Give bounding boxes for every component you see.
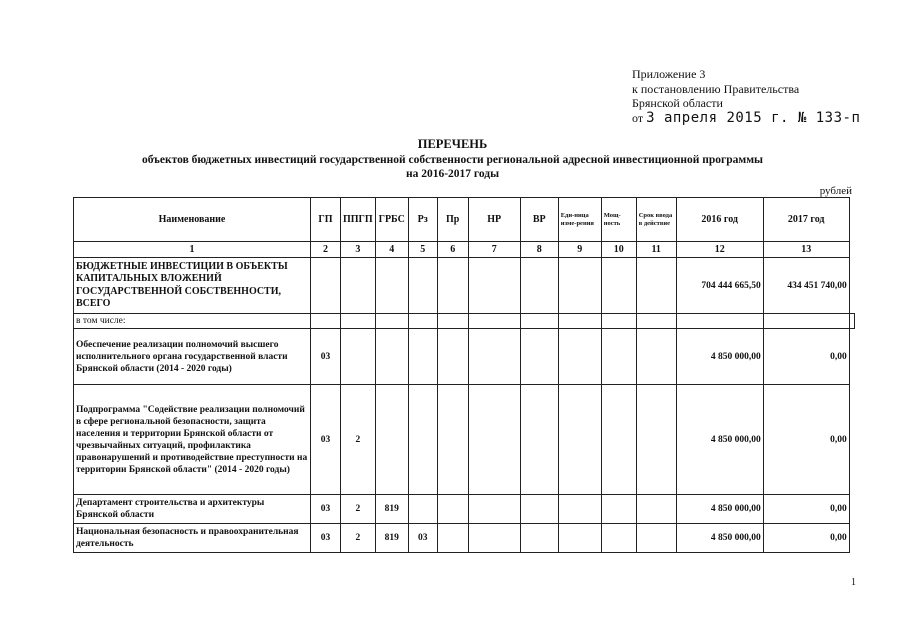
appendix-date-stamp: 3 апреля 2015 г. № 133-п: [646, 109, 861, 126]
table-row: [74, 524, 855, 553]
empty-cell: [636, 495, 676, 524]
empty-cell: [636, 258, 676, 314]
investment-table: [73, 197, 855, 553]
header-row: [74, 198, 855, 242]
empty-cell: [437, 385, 468, 495]
row-grbs: [375, 258, 408, 314]
row-2016: 4 850 000,00: [676, 495, 763, 524]
col-num: 13: [763, 242, 849, 258]
appendix-block: [632, 67, 860, 125]
empty-cell: [636, 329, 676, 385]
empty-cell: [468, 258, 520, 314]
header-nr: НР: [468, 198, 520, 242]
empty-cell: [601, 385, 636, 495]
row-grbs: [375, 329, 408, 385]
subtitle-line-1: объектов бюджетных инвестиций государственной собственности региональной адресной инвестиционной программы: [141, 154, 764, 166]
row-rz: [408, 385, 437, 495]
empty-cell: [558, 314, 601, 329]
header-2016: 2016 год: [676, 198, 763, 242]
header-grbs: ГРБС: [375, 198, 408, 242]
header-rz: Рз: [408, 198, 437, 242]
row-rz: [408, 258, 437, 314]
row-name: БЮДЖЕТНЫЕ ИНВЕСТИЦИИ В ОБЪЕКТЫ КАПИТАЛЬНЫХ ВЛОЖЕНИЙ ГОСУДАРСТВЕННОЙ СОБСТВЕННОСТИ, ВСЕГО: [74, 258, 311, 314]
row-2016: 4 850 000,00: [676, 329, 763, 385]
header-ppgp: ППГП: [341, 198, 376, 242]
currency-unit: рублей: [819, 185, 852, 197]
empty-cell: [468, 524, 520, 553]
empty-cell: [601, 524, 636, 553]
document-subtitle: [0, 153, 905, 181]
row-name: Национальная безопасность и правоохранительная деятельность: [74, 524, 311, 553]
empty-cell: [408, 314, 437, 329]
empty-cell: [558, 524, 601, 553]
subtitle-line-2: на 2016-2017 годы: [405, 168, 500, 180]
row-2017: 0,00: [763, 385, 849, 495]
empty-cell: [763, 314, 849, 329]
empty-cell: [520, 258, 558, 314]
header-gp: ГП: [311, 198, 341, 242]
empty-cell: [437, 329, 468, 385]
row-2016: 4 850 000,00: [676, 385, 763, 495]
appendix-line-3: Брянской области: [632, 96, 723, 110]
empty-cell: [520, 314, 558, 329]
col-num: 10: [601, 242, 636, 258]
row-grbs: 819: [375, 495, 408, 524]
row-2017: 0,00: [763, 495, 849, 524]
page-number: 1: [851, 577, 856, 588]
row-rz: [408, 495, 437, 524]
col-num: 4: [375, 242, 408, 258]
col-num: 2: [311, 242, 341, 258]
empty-cell: [520, 385, 558, 495]
document-title: ПЕРЕЧЕНЬ: [417, 137, 488, 151]
empty-cell: [601, 495, 636, 524]
empty-cell: [849, 314, 854, 329]
row-ppgp: 2: [341, 524, 376, 553]
header-unit-measure: Еди-ница изме-рения: [558, 198, 601, 242]
col-num: 6: [437, 242, 468, 258]
empty-cell: [558, 385, 601, 495]
row-ppgp: [341, 329, 376, 385]
table-row: [74, 329, 855, 385]
row-name: в том числе:: [74, 314, 311, 329]
empty-cell: [520, 524, 558, 553]
appendix-line-1: Приложение 3: [632, 67, 706, 81]
row-gp: 03: [311, 385, 341, 495]
empty-cell: [311, 314, 341, 329]
empty-cell: [520, 495, 558, 524]
empty-cell: [468, 495, 520, 524]
col-num: 5: [408, 242, 437, 258]
appendix-line-2: к постановлению Правительства: [632, 81, 800, 96]
header-name: Наименование: [74, 198, 311, 242]
col-num: 3: [341, 242, 376, 258]
column-number-row: [74, 242, 855, 258]
row-name: Обеспечение реализации полномочий высшего исполнительного органа государственной власти Брянской области (2014 - 2020 годы): [74, 329, 311, 385]
col-num: 12: [676, 242, 763, 258]
empty-cell: [676, 314, 763, 329]
row-ppgp: 2: [341, 385, 376, 495]
empty-cell: [437, 495, 468, 524]
empty-cell: [558, 258, 601, 314]
empty-cell: [601, 258, 636, 314]
row-rz: [408, 329, 437, 385]
empty-cell: [601, 314, 636, 329]
row-gp: [311, 258, 341, 314]
empty-cell: [558, 329, 601, 385]
empty-cell: [341, 314, 376, 329]
col-num: 1: [74, 242, 311, 258]
empty-cell: [636, 314, 676, 329]
empty-cell: [601, 329, 636, 385]
col-num: 11: [636, 242, 676, 258]
row-name: Подпрограмма "Содействие реализации полномочий в сфере региональной безопасности, защита населения и территории Брянской области от чрезвычайных ситуаций, профилактика правонарушений и противодействие преступности на территории Брянской области" (2014 - 2020 годы): [74, 385, 311, 495]
row-ppgp: 2: [341, 495, 376, 524]
empty-cell: [468, 385, 520, 495]
empty-cell: [375, 314, 408, 329]
col-num: 7: [468, 242, 520, 258]
row-2017: 0,00: [763, 524, 849, 553]
empty-cell: [520, 329, 558, 385]
col-num: 8: [520, 242, 558, 258]
header-term: Срок ввода в действие: [636, 198, 676, 242]
appendix-line-4: [632, 111, 860, 126]
col-num: 9: [558, 242, 601, 258]
row-gp: 03: [311, 329, 341, 385]
empty-cell: [636, 385, 676, 495]
row-rz: 03: [408, 524, 437, 553]
header-2017: 2017 год: [763, 198, 849, 242]
empty-cell: [636, 524, 676, 553]
table-row: [74, 385, 855, 495]
row-ppgp: [341, 258, 376, 314]
table-row: [74, 314, 855, 329]
row-gp: 03: [311, 495, 341, 524]
row-2017: 434 451 740,00: [763, 258, 849, 314]
header-capacity: Мощ-ность: [601, 198, 636, 242]
table-row: [74, 258, 855, 314]
row-2017: 0,00: [763, 329, 849, 385]
appendix-date-prefix: от: [632, 110, 644, 125]
row-2016: 704 444 665,50: [676, 258, 763, 314]
row-gp: 03: [311, 524, 341, 553]
empty-cell: [468, 329, 520, 385]
row-2016: 4 850 000,00: [676, 524, 763, 553]
empty-cell: [437, 258, 468, 314]
empty-cell: [558, 495, 601, 524]
empty-cell: [437, 524, 468, 553]
empty-cell: [437, 314, 468, 329]
header-vr: ВР: [520, 198, 558, 242]
row-grbs: 819: [375, 524, 408, 553]
row-name: Департамент строительства и архитектуры Брянской области: [74, 495, 311, 524]
empty-cell: [468, 314, 520, 329]
header-pr: Пр: [437, 198, 468, 242]
row-grbs: [375, 385, 408, 495]
table-row: [74, 495, 855, 524]
